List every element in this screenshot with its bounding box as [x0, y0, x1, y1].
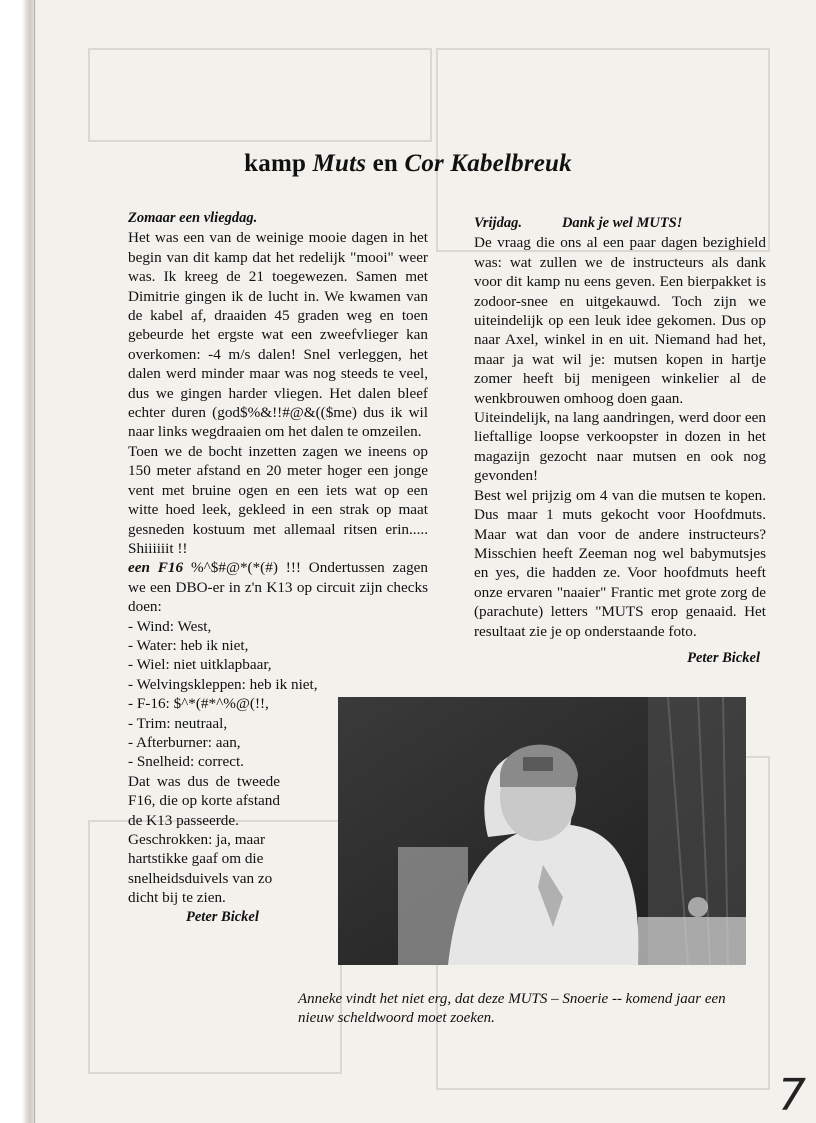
photo-caption: Anneke vindt het niet erg, dat deze MUTS – Snoerie -- komend jaar een nieuw scheldwoord moet zoeken.: [298, 991, 726, 1026]
heading-thanks: Dank je wel MUTS!: [561, 215, 683, 231]
check-item: - Snelheid: correct.: [128, 753, 244, 771]
f16-text: %^$#@*(*(#) !!! Ondertussen zagen we een DBO-er in z'n K13 op circuit zijn checks doen:: [128, 559, 428, 616]
left-paragraph-f16: [128, 558, 428, 616]
title-part-3: en: [366, 150, 405, 177]
right-paragraph-2: Uiteindelijk, na lang aandringen, werd door een lieftallige loopse verkoopster in dozen in het magazijn gezocht naar mutsen en ook nog gevonden!: [474, 409, 766, 485]
article-title: [0, 150, 816, 178]
left-paragraph-3: Dat was dus de tweede F16, die op korte afstand de K13 passeerde.: [128, 772, 280, 829]
title-part-2: Muts: [312, 150, 367, 177]
page-number: 7: [778, 1070, 806, 1121]
right-heading: [474, 214, 766, 233]
check-item: - F-16: $^*(#*^%@(!!,: [128, 695, 269, 713]
heading-day: Vrijdag.: [474, 215, 522, 231]
check-item: - Wind: West,: [128, 617, 212, 635]
photo: [338, 697, 746, 965]
f16-label: een F16: [128, 559, 184, 577]
right-column: [474, 214, 766, 668]
left-paragraph-1: Het was een van de weinige mooie dagen in het begin van dit kamp dat het redelijk "mooi" weer was. Ik kreeg de 21 toegewezen. Samen met Dimitrie gingen ik de lucht in. We kwamen van de kabel af, draaiden 45 graden weg en toen gebeurde het ergste wat een zweefvlieger kan overkomen: -4 m/s dalen! Snel verleggen, het dalen werd minder maar was nog steeds te veel, dus we gingen harder vliegen. Het dalen bleef echter duren (god$%&!!#@&(($me) dus ik wil naar links wegdraaien om het dalen te omzeilen.: [128, 229, 428, 441]
right-signature: Peter Bickel: [687, 649, 760, 666]
check-item: - Wiel: niet uitklapbaar,: [128, 656, 272, 674]
right-paragraph-3: Best wel prijzig om 4 van die mutsen te kopen. Dus maar 1 muts gekocht voor Hoofdmuts. Maar wat dan voor de andere instructeurs? Misschien heeft Zeeman nog wel babymutsjes en yes, die hadden ze. Voor hoofdmuts heeft onze ervaren "naaier" Frantic met grote zorg de (parachute) letters "MUTS erop genaaid. Het resultaat zie je op onderstaande foto.: [474, 486, 766, 640]
left-paragraph-4: Geschrokken: ja, maar hartstikke gaaf om die snelheidsduivels van zo dicht bij te zien.: [128, 831, 273, 907]
photo-illustration: [338, 697, 746, 965]
check-item: - Welvingskleppen: heb ik niet,: [128, 675, 318, 693]
left-paragraph-2: Toen we de bocht inzetten zagen we ineens op 150 meter afstand en 20 meter hoger een jonge vent met bruine ogen en een iets wat op een witte hoed leek, gekleed in een strak op maat gesneden kostuum met allemaal ritsen erin..... Shiiiiiit !!: [128, 442, 428, 557]
title-part-4: Cor Kabelbreuk: [404, 150, 572, 177]
left-heading: Zomaar een vliegdag.: [128, 210, 258, 226]
check-item: - Trim: neutraal,: [128, 714, 228, 732]
left-signature: Peter Bickel: [186, 908, 259, 925]
check-item: - Water: heb ik niet,: [128, 636, 249, 654]
check-item: - Afterburner: aan,: [128, 733, 241, 751]
title-part-1: kamp: [244, 150, 313, 177]
show-through-box-top-left: [88, 48, 432, 142]
right-paragraph-1: De vraag die ons al een paar dagen bezighield was: wat zullen we de instructeurs als dank voor dit kamp nu eens geven. Een bierpakket is zodoor-snee en uitgekauwd. Toch zijn we uiteindelijk op een leuk idee gekomen. Dus op naar Axel, winkel in en uit. Niemand had het, maar ja wat wil je: mutsen kopen in hartje zomer heeft bij menigeen winkelier al de wenkbrouwen omhoog doen gaan.: [474, 234, 766, 407]
